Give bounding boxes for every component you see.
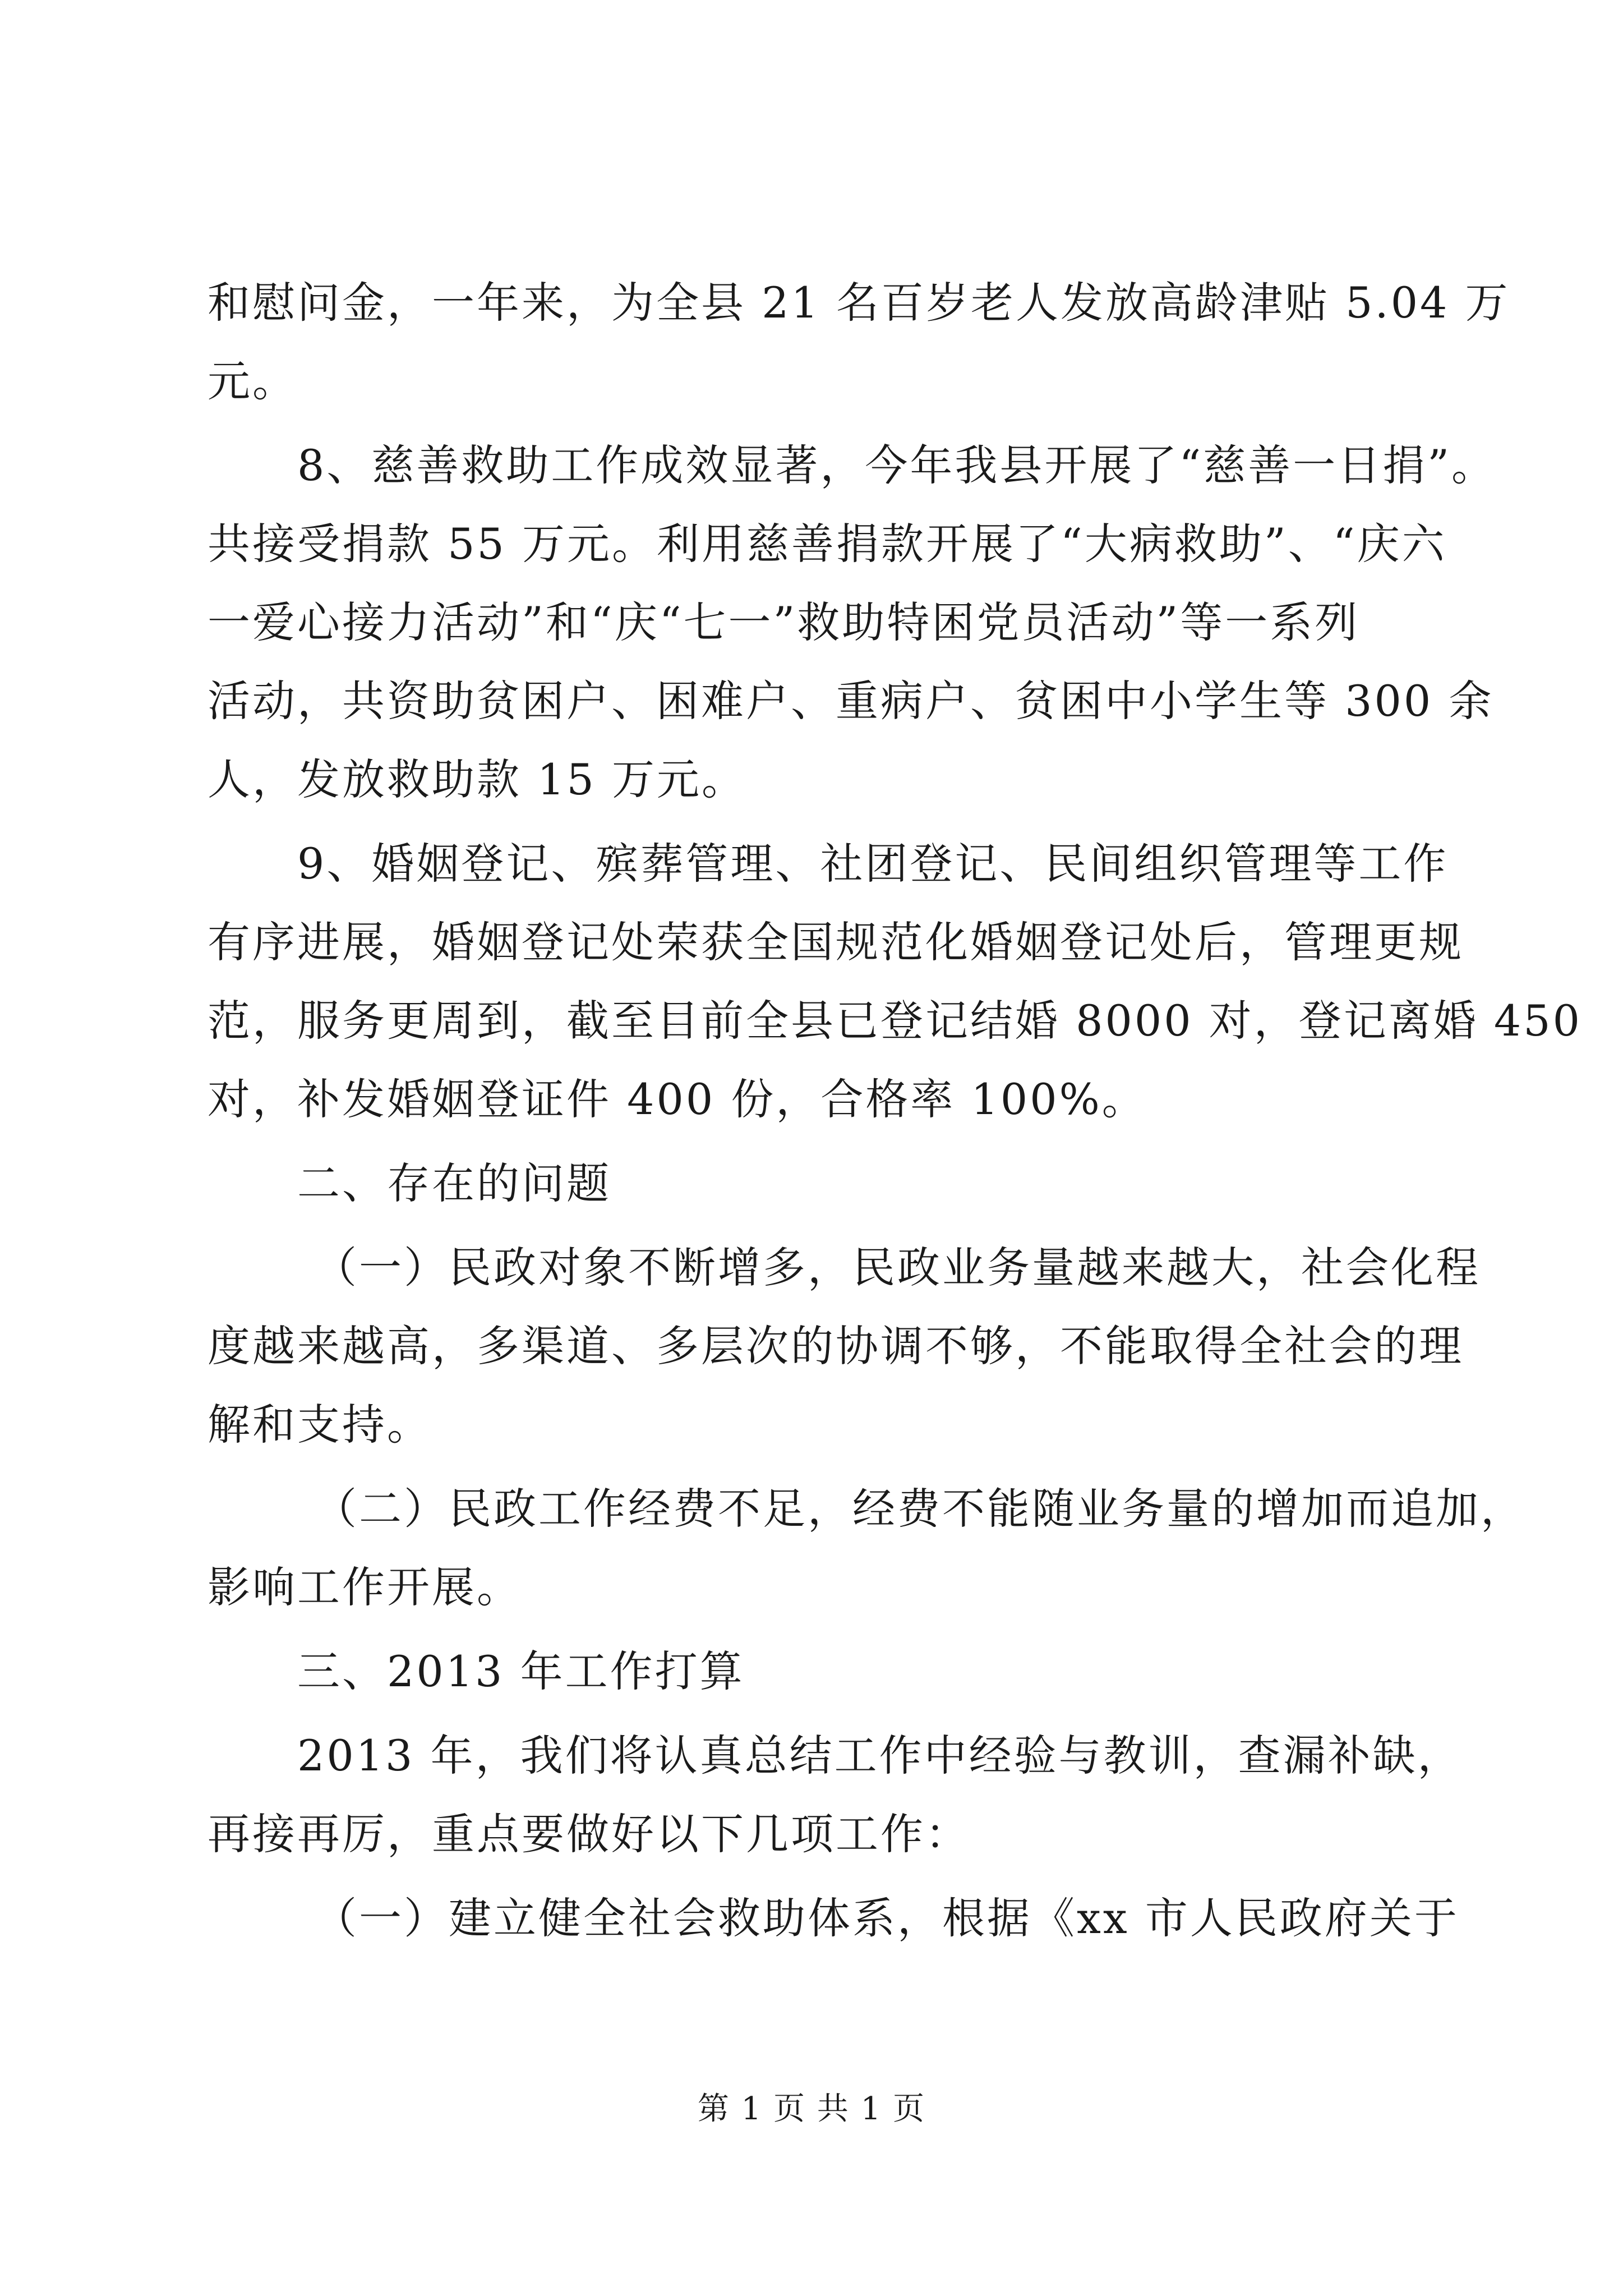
text-line: 解和支持。 [208,1400,432,1450]
section-heading-plan-2013: 三、2013 年工作打算 [297,1646,745,1696]
text-line: 对，补发婚姻登证件 400 份，合格率 100%。 [208,1074,1147,1124]
text-line: 有序进展，婚姻登记处荣获全国规范化婚姻登记处后，管理更规 [208,917,1464,967]
problem-2-start: （二）民政工作经费不足，经费不能随业务量的增加而追加， [314,1484,1525,1534]
text-line: 再接再厉，重点要做好以下几项工作： [208,1809,970,1859]
text-line: 范，服务更周到，截至目前全县已登记结婚 8000 对，登记离婚 450 [208,996,1582,1046]
section-heading-problems: 二、存在的问题 [297,1158,611,1208]
text-line: 共接受捐款 55 万元。利用慈善捐款开展了“大病救助”、“庆六 [208,519,1447,569]
text-line: 和慰问金，一年来，为全县 21 名百岁老人发放高龄津贴 5.04 万 [208,278,1510,328]
paragraph-8-start: 8、慈善救助工作成效显著，今年我县开展了“慈善一日捐”。 [297,440,1497,490]
plan-item-1-start: （一）建立健全社会救助体系，根据《xx 市人民政府关于 [314,1893,1459,1943]
text-line: 人，发放救助款 15 万元。 [208,754,747,804]
plan-intro-start: 2013 年，我们将认真总结工作中经验与教训，查漏补缺， [297,1731,1463,1780]
text-line: 元。 [208,356,297,406]
paragraph-9-start: 9、婚姻登记、殡葬管理、社团登记、民间组织管理等工作 [297,839,1449,889]
page-footer: 第 1 页 共 1 页 [697,2091,926,2127]
problem-1-start: （一）民政对象不断增多，民政业务量越来越大，社会化程 [314,1243,1481,1292]
text-line: 活动，共资助贫困户、困难户、重病户、贫困中小学生等 300 余 [208,676,1494,726]
text-line: 一爱心接力活动”和“庆“七一”救助特困党员活动”等一系列 [208,597,1360,647]
text-line: 影响工作开展。 [208,1562,522,1612]
text-line: 度越来越高，多渠道、多层次的协调不够，不能取得全社会的理 [208,1321,1464,1371]
